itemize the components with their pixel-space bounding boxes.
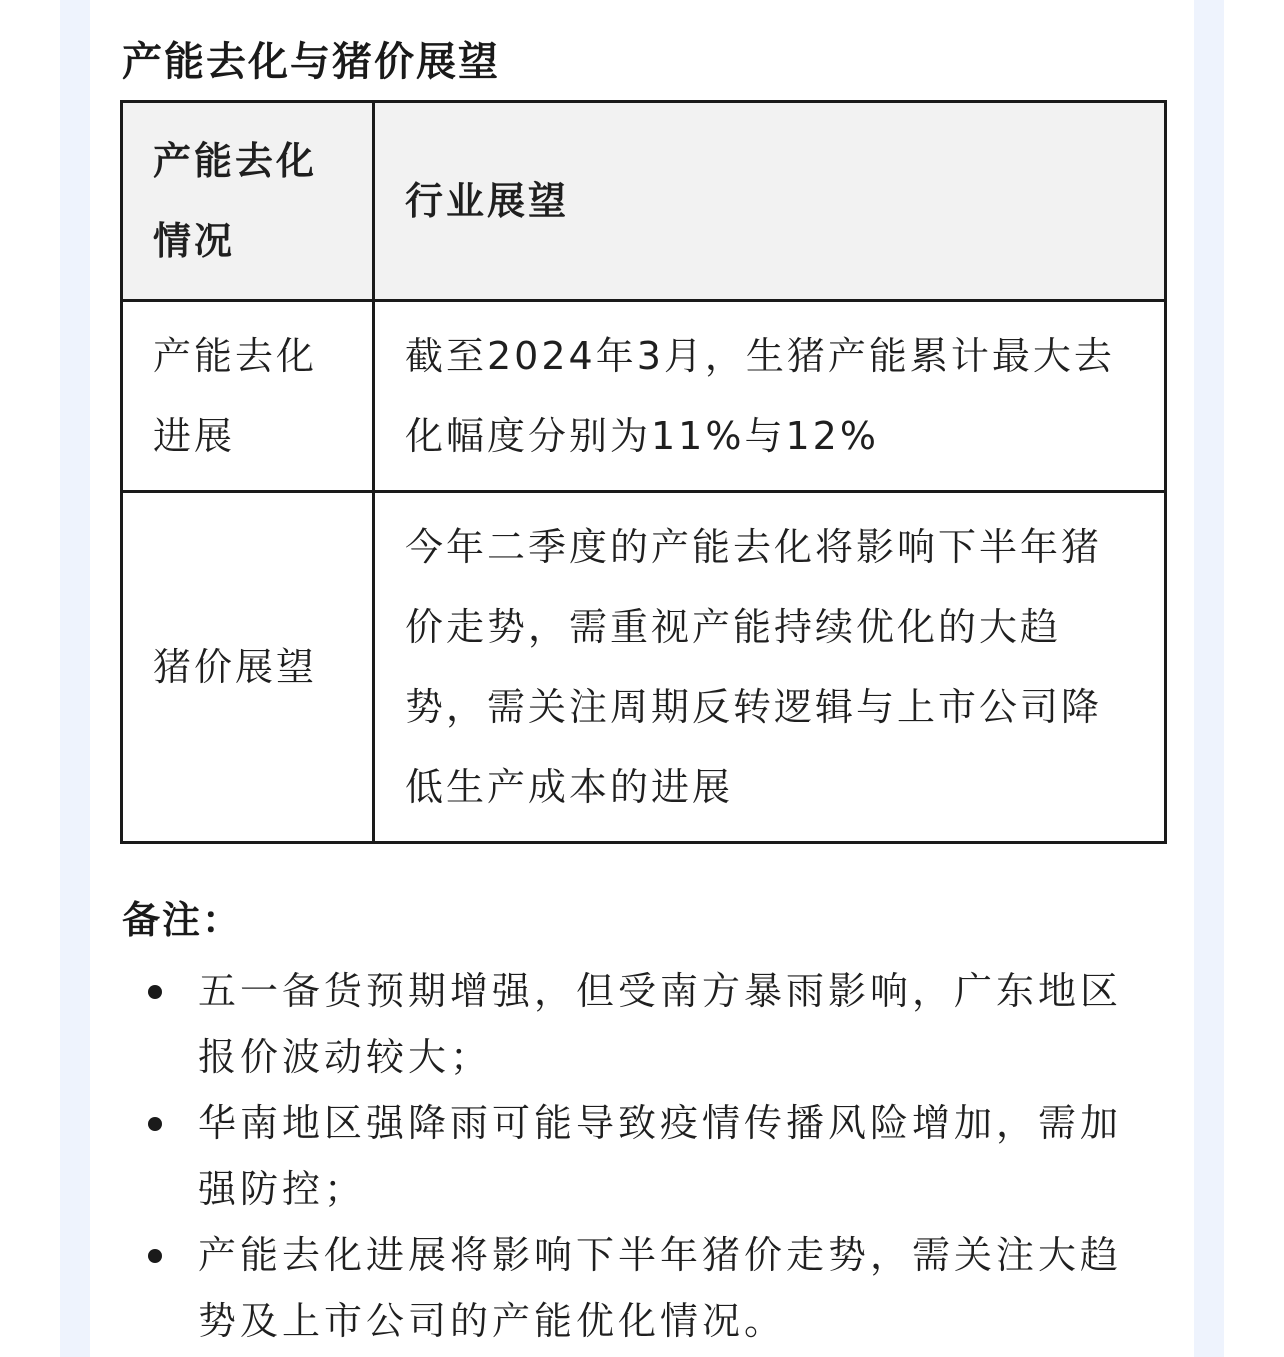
row-content: 今年二季度的产能去化将影响下半年猪价走势，需重视产能持续优化的大趋势，需关注周期反转逻辑与上市公司降低生产成本的进展 bbox=[374, 492, 1166, 843]
header-capacity-status: 产能去化情况 bbox=[122, 102, 374, 301]
bullet-icon bbox=[148, 1117, 162, 1131]
bullet-icon bbox=[148, 1249, 162, 1263]
list-item bbox=[140, 958, 1140, 1090]
header-industry-outlook: 行业展望 bbox=[374, 102, 1166, 301]
table-row bbox=[122, 492, 1166, 843]
list-item bbox=[140, 1222, 1140, 1354]
notes-list bbox=[140, 958, 1140, 1354]
section-title: 产能去化与猪价展望 bbox=[122, 39, 500, 85]
row-content: 截至2024年3月，生猪产能累计最大去化幅度分别为11%与12% bbox=[374, 301, 1166, 492]
table-header-row bbox=[122, 102, 1166, 301]
row-label: 猪价展望 bbox=[122, 492, 374, 843]
note-text: 华南地区强降雨可能导致疫情传播风险增加，需加强防控； bbox=[198, 1101, 1123, 1211]
bullet-icon bbox=[148, 985, 162, 999]
capacity-outlook-table bbox=[120, 100, 1167, 844]
table-row bbox=[122, 301, 1166, 492]
note-text: 产能去化进展将影响下半年猪价走势，需关注大趋势及上市公司的产能优化情况。 bbox=[198, 1233, 1123, 1343]
notes-title: 备注： bbox=[122, 898, 243, 942]
note-text: 五一备货预期增强，但受南方暴雨影响，广东地区报价波动较大； bbox=[198, 969, 1123, 1079]
list-item bbox=[140, 1090, 1140, 1222]
row-label: 产能去化进展 bbox=[122, 301, 374, 492]
